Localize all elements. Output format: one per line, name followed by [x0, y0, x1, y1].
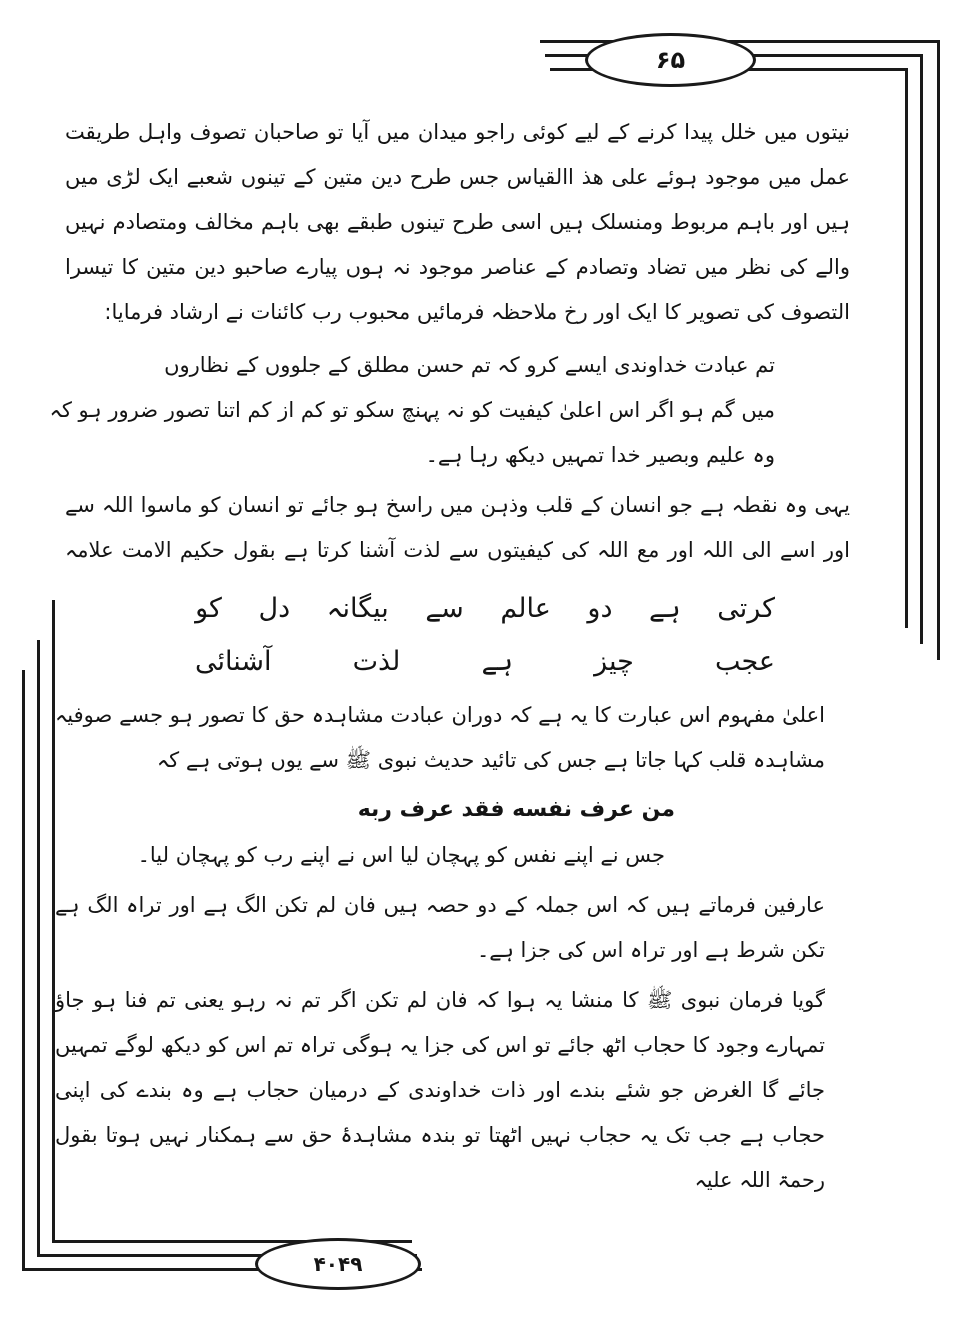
paragraph-line: گویا فرمان نبوی ﷺ کا منشا یہ ہوا کہ فان لم تکن اگر تم نہ رہو یعنی تم فنا ہو جاؤ [55, 988, 825, 1012]
paragraph-line: مشاہدہ قلب کہا جاتا ہے جس کی تائید حدیث نبوی ﷺ سے یوں ہوتی ہے کہ [156, 748, 825, 772]
frame-left-rule-2 [37, 640, 40, 1255]
verse-word: چیز [594, 646, 634, 677]
hadith-translation: جس نے اپنے نفس کو پہچان لیا اس نے اپنے رب کو پہچان لیا۔ [137, 843, 665, 867]
verse-word: عالم [500, 593, 551, 624]
page-number-bottom [255, 1238, 421, 1290]
verse-word: کرتی [717, 593, 775, 624]
verse-word: آشنائی [195, 646, 272, 677]
verse-line-1 [195, 585, 775, 633]
paragraph-line: رحمۃ اللہ علیہ [694, 1168, 825, 1192]
frame-right-rule-2 [920, 54, 923, 644]
hadith-quote-line: میں گم ہو اگر اس اعلیٰ کیفیت کو نہ پہنچ سکو تو کم از کم اتنا تصور ضرور ہو کہ [49, 398, 775, 422]
paragraph-line: اعلیٰ مفہوم اس عبارت کا یہ ہے کہ دوران عبادت مشاہدہ حق کا تصور ہو جسے صوفیہ [55, 703, 825, 727]
paragraph-line: نیتوں میں خلل پیدا کرنے کے لیے کوئی راجو میدان میں آیا تو صاحبان تصوف واہل طریقت [65, 120, 850, 144]
verse-word: کو [195, 593, 222, 624]
verse-word: ہے [481, 646, 514, 677]
paragraph-line: والے کی نظر میں تضاد وتصادم کے عناصر موجود نہ ہوں پیارے صاحبو دین متین کا تیسرا [65, 255, 850, 279]
verse-word: سے [425, 593, 464, 624]
verse-word: دو [587, 593, 613, 624]
paragraph-line: اور اسے الی اللہ اور مع اللہ کی کیفیتوں سے لذت آشنا کرتا ہے بقول حکیم الامت علامہ [65, 538, 850, 562]
frame-right-rule-3 [905, 68, 908, 628]
verse-word: دل [258, 593, 291, 624]
verse-word: بیگانہ [326, 593, 389, 624]
frame-right-rule-1 [937, 40, 940, 660]
paragraph-line: ہیں اور باہم مربوط ومنسلک ہیں اسی طرح تینوں طبقے بھی باہم مخالف ومتصادم نہیں [65, 210, 850, 234]
paragraph-line: یہی وہ نقطہ ہے جو انسان کے قلب وذہن میں راسخ ہو جائے تو انسان کو ماسوا اللہ سے [65, 493, 850, 517]
paragraph-line: جائے گا الغرض جو شئے بندے اور ذات خداوندی کے درمیان حجاب ہے وہ بندے کی اپنی [55, 1078, 825, 1102]
page-number-top-text: ۶۵ [655, 46, 686, 74]
page-number-bottom-text: ۴۰۴۹ [313, 1252, 363, 1276]
paragraph-line: تکن شرط ہے اور تراہ اس کی جزا ہے۔ [476, 938, 825, 962]
hadith-quote-line: تم عبادت خداوندی ایسے کرو کہ تم حسن مطلق کے جلووں کے نظاروں [164, 353, 775, 377]
paragraph-line: حجاب ہے جب تک یہ حجاب نہیں اٹھتا تو بندہ مشاہدۂ حق سے ہمکنار نہیں ہوتا بقول [55, 1123, 825, 1147]
paragraph-line: التصوف کی تصویر کا ایک اور رخ ملاحظہ فرمائیں محبوب رب کائنات نے ارشاد فرمایا: [104, 300, 850, 324]
hadith-quote-line: وہ علیم وبصیر خدا تمہیں دیکھ رہا ہے۔ [425, 443, 775, 467]
verse-word: لذت [352, 646, 401, 677]
paragraph-line: عمل میں موجود ہوئے علی ھذ االقیاس جس طرح دین متین کے تینوں شعبے ایک لڑی میں [65, 165, 850, 189]
frame-top-rule-1 [540, 40, 940, 43]
paragraph-line: عارفین فرماتے ہیں کہ اس جملہ کے دو حصہ ہیں فان لم تکن الگ ہے اور تراہ الگ ہے [55, 893, 825, 917]
frame-left-rule-1 [22, 670, 25, 1270]
paragraph-line: تمہارے وجود کا حجاب اٹھ جائے تو اس کی جزا یہ ہوگی تراہ تم اس کو دیکھ لوگے تمہیں [55, 1033, 825, 1057]
page-number-top [585, 33, 756, 87]
verse-word: ہے [649, 593, 681, 624]
verse-word: عجب [714, 646, 775, 677]
verse-line-2 [195, 638, 775, 686]
arabic-hadith: من عرف نفسه فقد عرف ربه [357, 797, 675, 822]
